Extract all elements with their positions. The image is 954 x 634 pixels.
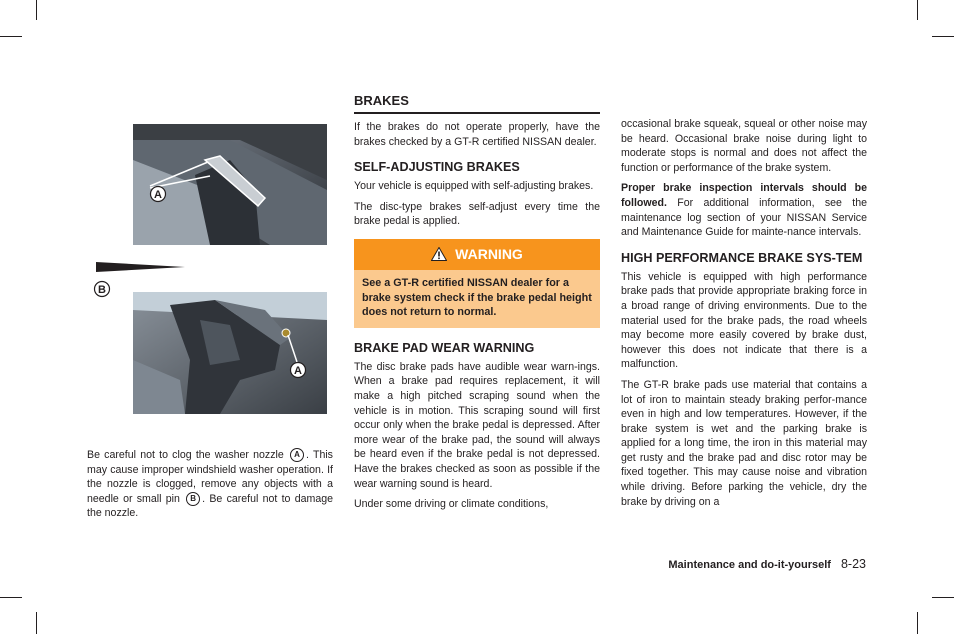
hp-p1: This vehicle is equipped with high performance brake pads that provide appropriate braking force in a broad range of driving environments. Due to the material used for the brake pads, the road wheels may become more easily covered by brake dust, however this does not indicate that there is a malfunction. [621, 270, 867, 371]
crop-mark [917, 612, 918, 634]
footer-chapter: Maintenance and do-it-yourself [668, 559, 831, 571]
brakes-intro: If the brakes do not operate properly, have the brakes checked by a GT-R certified NISSAN dealer. [354, 121, 600, 148]
warning-label: WARNING [455, 246, 523, 263]
noise-paragraph: occasional brake squeak, squeal or other noise may be heard. Occasional brake noise during light to moderate stops is normal and does not affect the function or performance of the brake system. [621, 118, 867, 174]
inspection-paragraph [621, 181, 867, 239]
section-title-brakes: BRAKES [354, 93, 600, 114]
nozzle-text-part1: Be careful not to clog the washer nozzle [87, 449, 284, 461]
crop-mark [932, 597, 954, 598]
crop-mark [932, 36, 954, 37]
pad-wear-p1: The disc brake pads have audible wear warn-ings. When a brake pad requires replacement, it will make a high pitched scraping sound when the vehicle is in motion. This scraping sound will first occur only when the brake pedal is depressed. After more wear of the brake pad, the sound will always be heard even if the brake pedal is not depressed. Have the brakes checked as soon as possible if the wear warning sound is heard. [354, 360, 600, 490]
crop-mark [36, 612, 37, 634]
right-column [621, 117, 867, 515]
crop-mark [0, 597, 22, 598]
heading-self-adjusting: SELF-ADJUSTING BRAKES [354, 160, 520, 175]
figure-label-a-bottom: A [294, 365, 302, 377]
marker-b: B [186, 492, 200, 506]
marker-a: A [290, 448, 304, 462]
pad-wear-p2: Under some driving or climate conditions, [354, 498, 549, 511]
needle-icon [96, 262, 185, 272]
inspection-rest: For additional information, see the maintenance log section of your NISSAN Service and Maintenance Guide for mainte-nance intervals. [621, 196, 867, 239]
crop-mark [36, 0, 37, 20]
middle-column [354, 93, 600, 518]
figure-label-a-top: A [154, 189, 162, 201]
crop-mark [0, 36, 22, 37]
top-photo [133, 124, 327, 245]
page-number: 8-23 [840, 557, 866, 571]
self-adjusting-p1: Your vehicle is equipped with self-adjusting brakes. [354, 180, 594, 193]
nozzle-text-part2: . This may cause improper windshield washer operation. If the nozzle is clogged, remove any objects with a needle or small pin [87, 449, 333, 505]
page-footer [668, 557, 866, 571]
warning-triangle-icon [431, 247, 447, 261]
figure-label-b: B [98, 284, 106, 296]
bottom-photo [133, 292, 327, 414]
inspection-bold: Proper brake inspection intervals should be followed. [621, 182, 867, 209]
crop-mark [917, 0, 918, 20]
hp-p2: The GT-R brake pads use material that contains a lot of iron to maintain steady braking perfor-mance even in high and low temperatures. However, if the brake system is wet and the parking brake is applied for a long time, the iron in this material may get rusty and the brake pad and disc rotor may be fixed together. This may cause noise and vibration while driving. Before parking the vehicle, dry the brake by driving on a [621, 378, 867, 508]
heading-high-performance: HIGH PERFORMANCE BRAKE SYS-TEM [621, 250, 863, 265]
warning-box [354, 239, 600, 328]
self-adjusting-p2: The disc-type brakes self-adjust every time the brake pedal is applied. [354, 200, 600, 228]
warning-header [354, 239, 600, 270]
heading-pad-wear: BRAKE PAD WEAR WARNING [354, 340, 535, 355]
washer-nozzle-illustration [90, 120, 332, 418]
warning-text: See a GT-R certified NISSAN dealer for a brake system check if the brake pedal height does not return to normal. [354, 270, 600, 328]
left-column [87, 448, 333, 527]
nozzle-text-part3: . Be careful not to damage the nozzle. [87, 492, 333, 520]
nozzle-caution-paragraph [87, 448, 333, 521]
